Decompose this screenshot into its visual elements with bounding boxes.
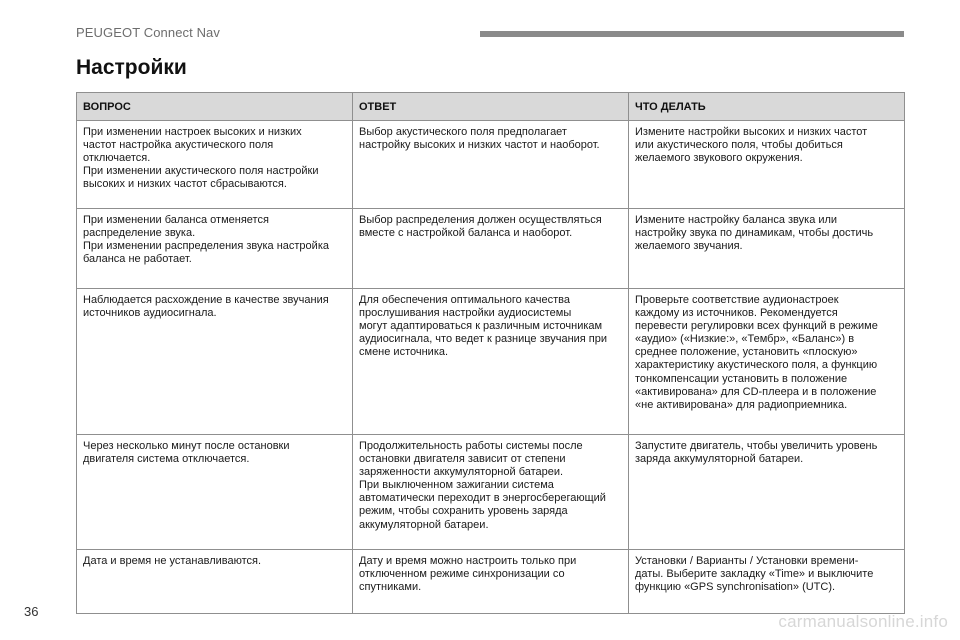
table-cell-solution <box>629 121 905 209</box>
cell-text: Запустите двигатель, чтобы увеличить уровень заряда аккумуляторной батареи. <box>635 440 878 466</box>
cell-text: Установки / Варианты / Установки времени- даты. Выберите закладку «Time» и выключите функцию «GPS synchronisation» (UTC). <box>635 555 874 594</box>
table-cell-solution <box>629 209 905 289</box>
cell-text: Проверьте соответствие аудионастроек каждому из источников. Рекомендуется перевести регулировки всех функций в режиме «аудио» («Низкие:», «Тембр», «Баланс») в среднее положение, установить «плоскую» характеристику акустического поля, а функцию тонкомпенсации установить в положение «активирована» для CD-плеера и в положение «не активирована» для радиоприемника. <box>635 294 878 411</box>
cell-text: Для обеспечения оптимального качества прослушивания настройки аудиосистемы могут адаптироваться к различным источникам аудиосигнала, что ведет к разнице звучания при смене источника. <box>359 294 608 359</box>
manual-header-title: PEUGEOT Connect Nav <box>76 25 220 40</box>
troubleshooting-table <box>76 92 905 614</box>
cell-text: Продолжительность работы системы после остановки двигателя зависит от степени заряженности аккумуляторной батареи. При выключенном зажигании система автоматически переходит в энергосберегающий режим, чтобы сохранить уровень заряда аккумуляторной батареи. <box>359 440 606 531</box>
cell-text: Дата и время не устанавливаются. <box>83 555 262 567</box>
table-cell-answer <box>353 209 629 289</box>
table-cell-solution <box>629 435 905 550</box>
header-divider-bar <box>480 31 904 37</box>
table-row <box>77 550 905 614</box>
table-cell-question <box>77 289 353 435</box>
table-cell-question <box>77 550 353 614</box>
table-cell-answer <box>353 121 629 209</box>
column-header-answer: ОТВЕТ <box>353 93 629 121</box>
cell-text: Измените настройку баланса звука или настройку звука по динамикам, чтобы достичь желаемого звучания. <box>635 214 874 253</box>
cell-text: Измените настройки высоких и низких частот или акустического поля, чтобы добиться желаемого звукового окружения. <box>635 126 868 165</box>
table-cell-question <box>77 435 353 550</box>
watermark-text: carmanualsonline.info <box>778 612 948 631</box>
cell-text: Выбор распределения должен осуществляться вместе с настройкой баланса и наоборот. <box>359 214 602 240</box>
table-cell-answer <box>353 435 629 550</box>
cell-text: Через несколько минут после остановки двигателя система отключается. <box>83 440 290 466</box>
table-row <box>77 121 905 209</box>
cell-text: Дату и время можно настроить только при отключенном режиме синхронизации со спутниками. <box>359 555 577 594</box>
table-cell-answer <box>353 289 629 435</box>
cell-text: Наблюдается расхождение в качестве звучания источников аудиосигнала. <box>83 294 329 320</box>
column-header-question: ВОПРОС <box>77 93 353 121</box>
cell-text: Выбор акустического поля предполагает настройку высоких и низких частот и наоборот. <box>359 126 600 152</box>
cell-text: При изменении настроек высоких и низких частот настройка акустического поля отключается. При изменении акустического поля настройки высоких и низких частот сбрасываются. <box>83 126 319 191</box>
table-cell-solution <box>629 289 905 435</box>
table-row <box>77 289 905 435</box>
table-cell-question <box>77 121 353 209</box>
page-number: 36 <box>24 604 39 619</box>
column-header-solution: ЧТО ДЕЛАТЬ <box>629 93 905 121</box>
cell-text: При изменении баланса отменяется распределение звука. При изменении распределения звука настройка баланса не работает. <box>83 214 329 266</box>
table-row <box>77 435 905 550</box>
table-cell-answer <box>353 550 629 614</box>
table-cell-solution <box>629 550 905 614</box>
table-header-row <box>77 93 905 121</box>
table-row <box>77 209 905 289</box>
page-title: Настройки <box>76 56 187 79</box>
table-cell-question <box>77 209 353 289</box>
